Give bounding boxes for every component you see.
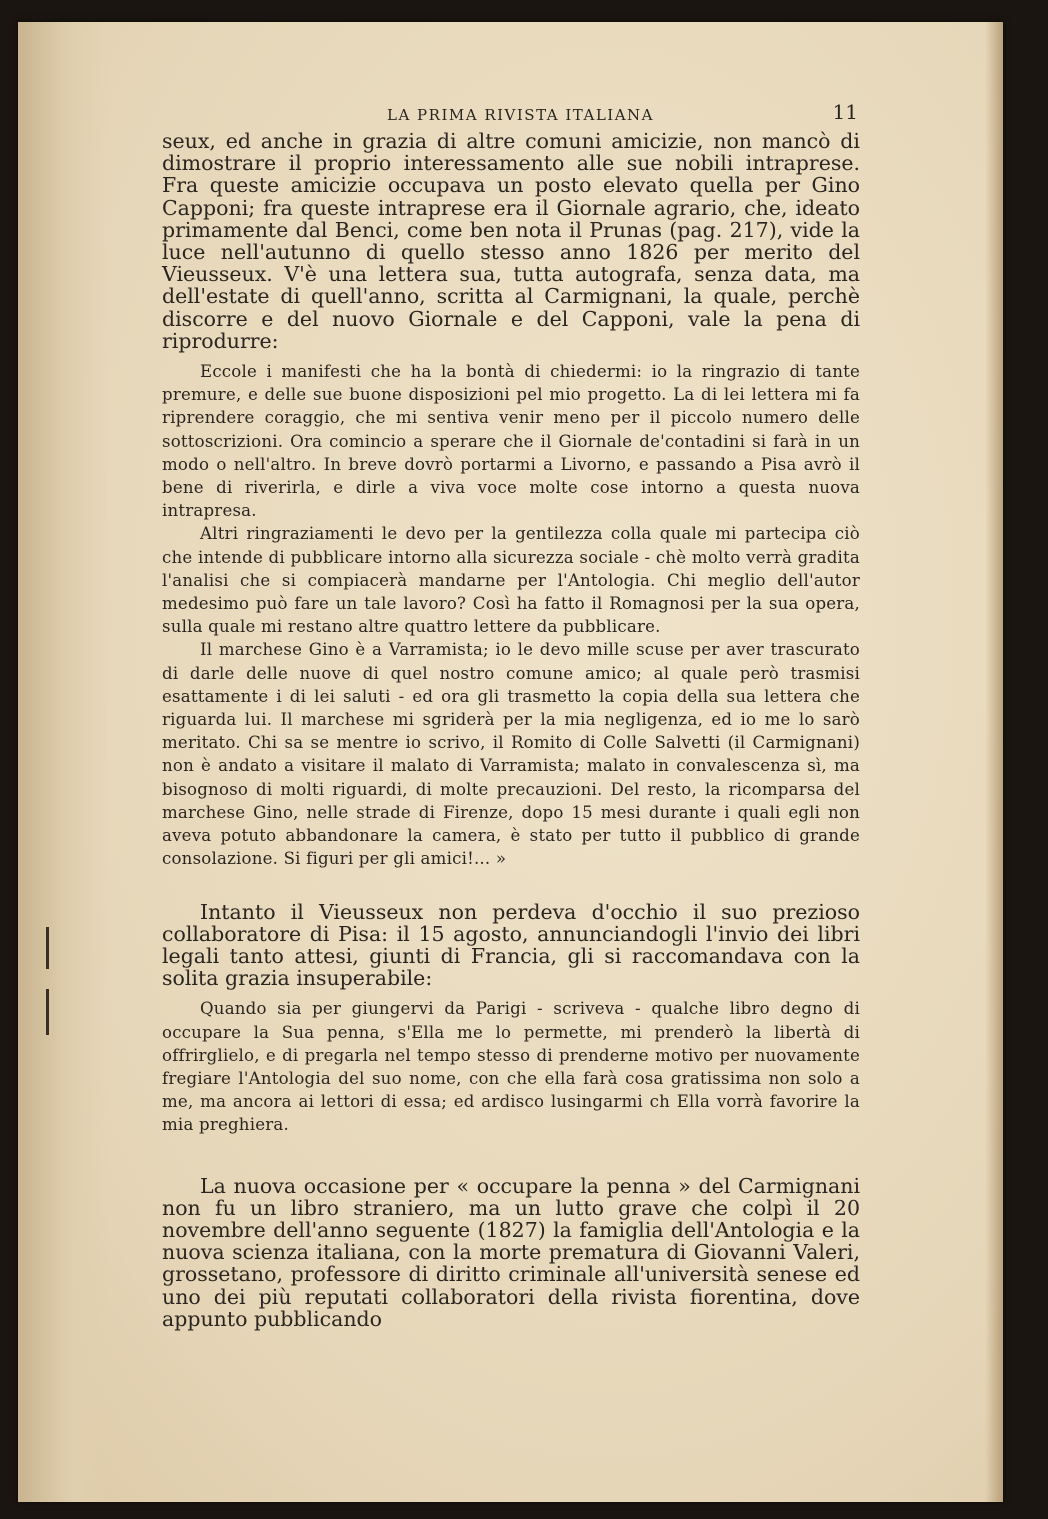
running-header bbox=[162, 100, 860, 130]
quote-paragraph-1: Eccole i manifesti che ha la bontà di chiedermi: io la ringrazio di tante premure, e delle sue buone disposizioni pel mio progetto. La di lei lettera mi fa riprendere coraggio, che mi sentiva venir meno per il piccolo numero delle sottoscrizioni. Ora comincio a sperare che il Giornale de'contadini si farà in un modo o nell'altro. In breve dovrò portarmi a Livorno, e passando a Pisa avrò il bene di riverirla, e dirle a viva voce molte cose intorno a questa nuova intrapresa. bbox=[162, 362, 860, 521]
page-fold-shadow bbox=[18, 22, 108, 1502]
page-text bbox=[162, 100, 860, 1330]
page-number: 11 bbox=[832, 100, 858, 124]
paragraph-2: Intanto il Vieusseux non perdeva d'occhio il suo prezioso collaboratore di Pisa: il 15 agosto, annunciandogli l'invio dei libri legali tanto attesi, giunti di Francia, gli si raccomandava con la solita grazia insuperabile: bbox=[162, 899, 860, 991]
book-page bbox=[18, 22, 1003, 1502]
quote-paragraph-2: Altri ringraziamenti le devo per la gentilezza colla quale mi partecipa ciò che intende di pubblicare intorno alla sicurezza sociale - chè molto verrà gradita l'analisi che si compiacerà mandarne per l'Antologia. Chi meglio dell'autor medesimo può fare un tale lavoro? Così ha fatto il Romagnosi per la sua opera, sulla quale mi restano altre quattro lettere da pubblicare. bbox=[162, 524, 860, 637]
quoted-letter-1 bbox=[162, 360, 860, 870]
paragraph-1: seux, ed anche in grazia di altre comuni amicizie, non mancò di dimostrare il proprio interessamento alle sue nobili intraprese. Fra queste amicizie occupava un posto elevato quella per Gino Capponi; fra queste intraprese era il Giornale agrario, che, ideato primamente dal Benci, come ben nota il Prunas (pag. 217), vide la luce nell'autunno di quello stesso anno 1826 per merito del Vieusseux. V'è una lettera sua, tutta autografa, senza data, ma dell'estate di quell'anno, scritta al Carmignani, la quale, perchè discorre e del nuovo Giornale e del Capponi, vale la pena di riprodurre: bbox=[162, 129, 860, 353]
quote-paragraph-4: Quando sia per giungervi da Parigi - scriveva - qualche libro degno di occupare la Sua penna, s'Ella me lo permette, mi prenderò la libertà di offrirglielo, e di pregarla nel tempo stesso di prenderne motivo per nuovamente fregiare l'Antologia del suo nome, con che ella farà cosa gratissima non solo a me, ma ancora ai lettori di essa; ed ardisco lusingarmi ch Ella vorrà favorire la mia preghiera. bbox=[162, 999, 860, 1135]
margin-marks bbox=[46, 927, 54, 1037]
page-edge-shadow bbox=[985, 22, 1003, 1502]
quoted-letter-2 bbox=[162, 997, 860, 1136]
paragraph-3: La nuova occasione per « occupare la penna » del Carmignani non fu un libro straniero, ma un lutto grave che colpì il 20 novembre dell'anno seguente (1827) la famiglia dell'Antologia e la nuova scienza italiana, con la morte prematura di Giovanni Valeri, grossetano, professore di diritto criminale all'università senese ed uno dei più reputati collaboratori della rivista fiorentina, dove appunto pubblicando bbox=[162, 1173, 860, 1331]
quote-paragraph-3: Il marchese Gino è a Varramista; io le devo mille scuse per aver trascurato di darle delle nuove di quel nostro comune amico; al quale però trasmisi esattamente i di lei saluti - ed ora gli trasmetto la copia della sua lettera che riguarda lui. Il marchese mi sgriderà per la mia negligenza, ed io me lo sarò meritato. Chi sa se mentre io scrivo, il Romito di Colle Salvetti (il Carmignani) non è andato a visitare il malato di Varramista; malato in convalescenza sì, ma bisognoso di molti riguardi, di molte precauzioni. Del resto, la ricomparsa del marchese Gino, nelle strade di Firenze, dopo 15 mesi durante i quali egli non aveva potuto abbandonare la camera, è stato per tutto il pubblico di grande consolazione. Si figuri per gli amici!... » bbox=[162, 640, 860, 869]
running-title: LA PRIMA RIVISTA ITALIANA bbox=[387, 106, 654, 124]
